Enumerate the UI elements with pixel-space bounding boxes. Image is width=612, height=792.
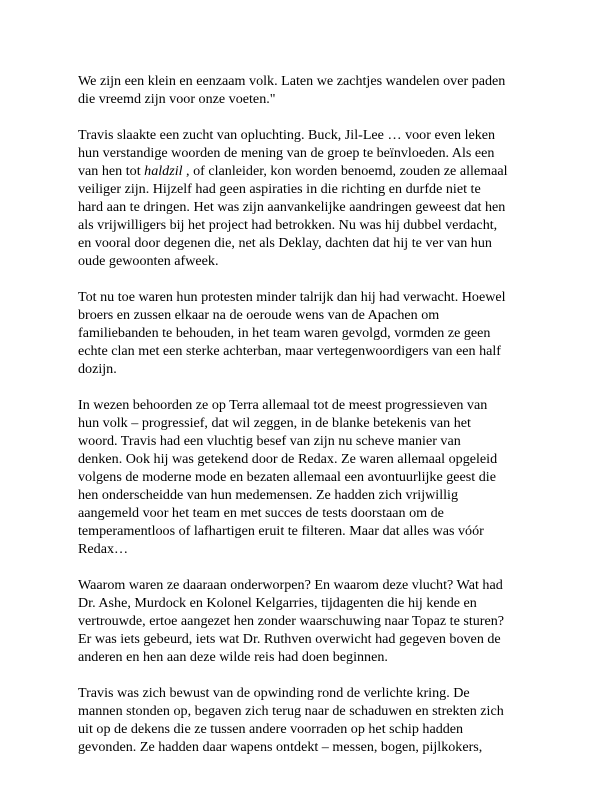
- italic-term: haldzil: [144, 163, 183, 179]
- text-line: Travis slaakte een zucht van opluchting. Buck, Jil-Lee … voor even leken: [78, 127, 496, 143]
- text-line: Er was iets gebeurd, iets wat Dr. Ruthven overwicht had gegeven boven de: [78, 631, 501, 647]
- text-run: , of clanleider, kon worden benoemd, zouden ze allemaal: [182, 163, 508, 179]
- paragraph: [78, 126, 538, 270]
- text-line: vertrouwde, ertoe aangezet hen zonder waarschuwing naar Topaz te sturen?: [78, 613, 505, 629]
- text-line: woord. Travis had een vluchtig besef van zijn nu scheve manier van: [78, 433, 461, 449]
- text-line: aangemeld voor het team en met succes de tests doorstaan om de: [78, 505, 444, 521]
- text-line: In wezen behoorden ze op Terra allemaal tot de meest progressieven van: [78, 397, 488, 413]
- text-line: volgens de moderne mode en bezaten allemaal een avontuurlijke geest die: [78, 469, 496, 485]
- text-line: broers en zussen elkaar na de oeroude wens van de Apachen om: [78, 307, 440, 323]
- paragraph: [78, 288, 538, 378]
- text-line: We zijn een klein en eenzaam volk. Laten we zachtjes wandelen over paden: [78, 73, 506, 89]
- text-line: hun volk – progressief, dat wil zeggen, in de blanke betekenis van het: [78, 415, 471, 431]
- text-line: die vreemd zijn voor onze voeten.": [78, 91, 276, 107]
- text-line: dozijn.: [78, 361, 117, 377]
- text-line: en vooral door degenen die, net als Deklay, dachten dat hij te ver van hun: [78, 235, 492, 251]
- text-line: Dr. Ashe, Murdock en Kolonel Kelgarries, tijdagenten die hij kende en: [78, 595, 477, 611]
- text-line: uit op de dekens die ze tussen andere voorraden op het schip hadden: [78, 721, 464, 737]
- paragraph: [78, 576, 538, 666]
- text-run: van hen tot: [78, 163, 145, 179]
- paragraph: [78, 72, 538, 108]
- text-line: veiliger zijn. Hijzelf had geen aspiraties in die richting en durfde niet te: [78, 181, 481, 197]
- text-line: gevonden. Ze hadden daar wapens ontdekt – messen, bogen, pijlkokers,: [78, 739, 483, 755]
- text-line: hen onderscheidde van hun medemensen. Ze hadden zich vrijwillig: [78, 487, 459, 503]
- text-line: [78, 162, 538, 180]
- paragraph: [78, 684, 538, 756]
- text-line: Redax…: [78, 541, 129, 557]
- text-line: echte clan met een sterke achterban, maar vertegenwoordigers van een half: [78, 343, 501, 359]
- text-line: temperamentloos of lafhartigen eruit te filteren. Maar dat alles was vóór: [78, 523, 484, 539]
- text-line: denken. Ook hij was getekend door de Redax. Ze waren allemaal opgeleid: [78, 451, 498, 467]
- text-line: oude gewoonten afweek.: [78, 253, 219, 269]
- paragraph: [78, 396, 538, 558]
- text-line: Waarom waren ze daaraan onderworpen? En waarom deze vlucht? Wat had: [78, 577, 503, 593]
- text-line: hard aan te dringen. Het was zijn aanvankelijke aandringen geweest dat hen: [78, 199, 506, 215]
- text-line: als vrijwilligers bij het project had betrokken. Nu was hij dubbel verdacht,: [78, 217, 498, 233]
- text-line: familiebanden te behouden, in het team waren gevolgd, vormden ze geen: [78, 325, 491, 341]
- text-line: mannen stonden op, begaven zich terug naar de schaduwen en strekten zich: [78, 703, 504, 719]
- text-line: hun verstandige woorden de mening van de groep te beïnvloeden. Als een: [78, 145, 495, 161]
- document-page: [78, 72, 538, 756]
- text-line: Tot nu toe waren hun protesten minder talrijk dan hij had verwacht. Hoewel: [78, 289, 506, 305]
- text-line: Travis was zich bewust van de opwinding rond de verlichte kring. De: [78, 685, 470, 701]
- text-line: anderen en hen aan deze wilde reis had doen beginnen.: [78, 649, 388, 665]
